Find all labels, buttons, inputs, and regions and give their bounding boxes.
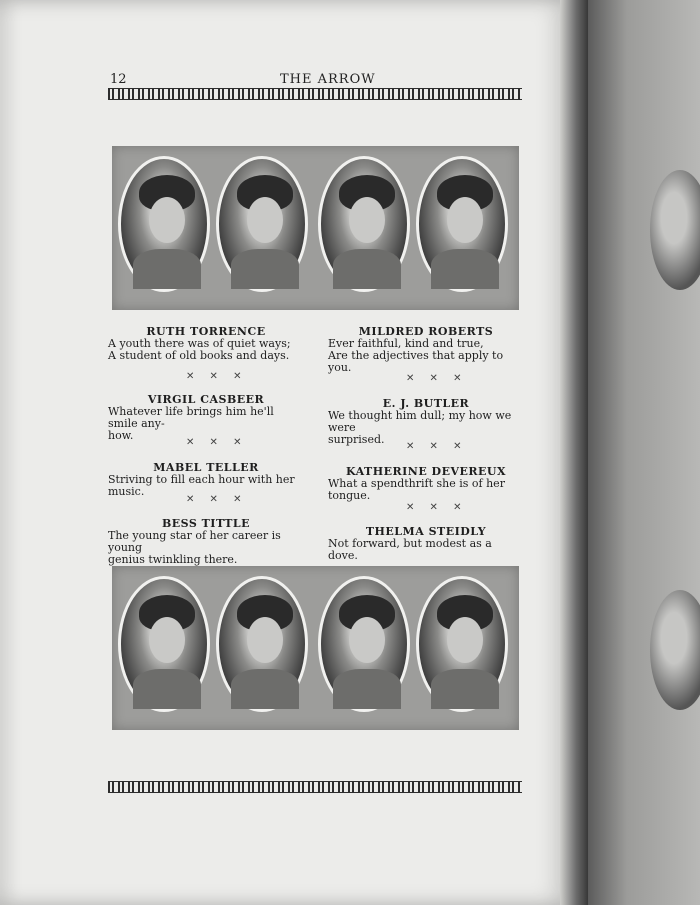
decorative-border-top bbox=[108, 88, 522, 100]
separator-mark: ✕ ✕ ✕ bbox=[406, 502, 468, 513]
portrait-photo bbox=[318, 156, 410, 292]
student-name: BESS TITTLE bbox=[161, 517, 251, 530]
page-number: 12 bbox=[110, 72, 127, 87]
student-name: VIRGIL CASBEER bbox=[147, 393, 265, 406]
portrait-photo bbox=[118, 576, 210, 712]
portrait-photo bbox=[216, 156, 308, 292]
student-quote: Ever faithful, kind and true, Are the adjectives that apply to you. bbox=[328, 337, 504, 374]
student-name: E. J. BUTLER bbox=[382, 397, 470, 410]
entry-left-3 bbox=[108, 462, 304, 498]
student-name: KATHERINE DEVEREUX bbox=[345, 465, 507, 478]
student-quote: Striving to fill each hour with her music. bbox=[108, 473, 295, 498]
separator-mark: ✕ ✕ ✕ bbox=[186, 371, 248, 382]
portrait-photo bbox=[216, 576, 308, 712]
student-quote: Not forward, but modest as a dove. bbox=[328, 537, 492, 562]
student-quote: A youth there was of quiet ways; A student of old books and days. bbox=[108, 337, 291, 362]
entry-left-1 bbox=[108, 326, 304, 362]
page-title: THE ARROW bbox=[280, 72, 376, 87]
entry-right-3 bbox=[328, 466, 524, 502]
student-quote: What a spendthrift she is of her tongue. bbox=[328, 477, 505, 502]
student-quote: Whatever life brings him he'll smile any- how. bbox=[108, 405, 274, 442]
photo-panel-bottom bbox=[112, 566, 519, 730]
separator-mark: ✕ ✕ ✕ bbox=[186, 494, 248, 505]
student-name: MILDRED ROBERTS bbox=[358, 325, 494, 338]
facing-page bbox=[588, 0, 700, 905]
student-name: MABEL TELLER bbox=[153, 461, 259, 474]
entry-right-1 bbox=[328, 326, 524, 374]
student-name: RUTH TORRENCE bbox=[146, 325, 266, 338]
entry-right-4 bbox=[328, 526, 524, 562]
student-quote: The young star of her career is young genius twinkling there. bbox=[108, 529, 281, 566]
entry-left-2 bbox=[108, 394, 304, 442]
portrait-photo bbox=[318, 576, 410, 712]
student-quote: We thought him dull; my how we were surprised. bbox=[328, 409, 512, 446]
entry-left-4 bbox=[108, 518, 304, 566]
entry-right-2 bbox=[328, 398, 524, 446]
separator-mark: ✕ ✕ ✕ bbox=[186, 437, 248, 448]
separator-mark: ✕ ✕ ✕ bbox=[406, 441, 468, 452]
separator-mark: ✕ ✕ ✕ bbox=[406, 373, 468, 384]
portrait-photo bbox=[416, 156, 508, 292]
portrait-photo bbox=[118, 156, 210, 292]
photo-panel-top bbox=[112, 146, 519, 310]
decorative-border-bottom bbox=[108, 781, 522, 793]
student-name: THELMA STEIDLY bbox=[365, 525, 487, 538]
portrait-photo bbox=[416, 576, 508, 712]
book-gutter-shadow bbox=[560, 0, 590, 905]
